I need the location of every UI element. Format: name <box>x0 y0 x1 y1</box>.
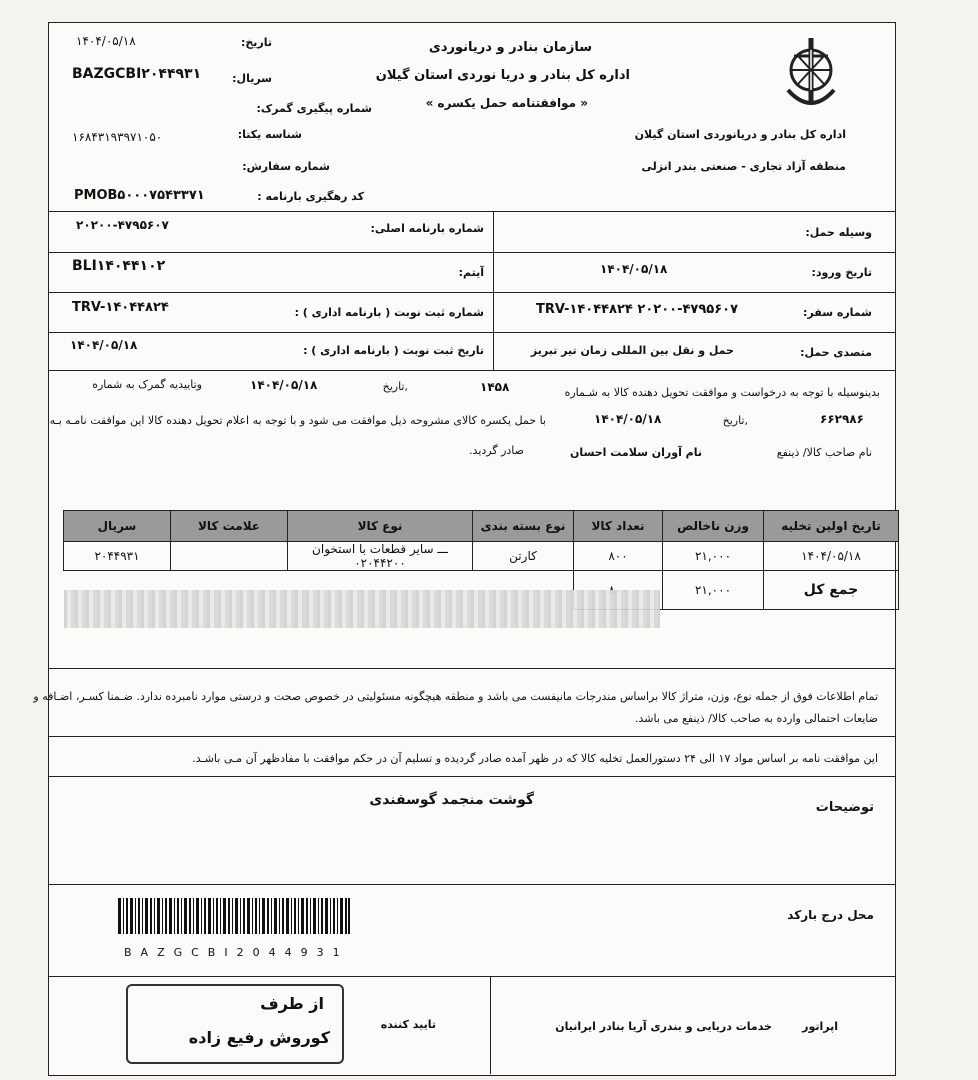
barcode-text: BAZGCBI2044931 <box>124 946 349 959</box>
registration-number-value: TRV-۱۴۰۴۴۸۲۴ <box>72 300 169 315</box>
col-serial: سریال <box>64 511 171 542</box>
anchor-logo-icon <box>780 34 842 114</box>
table-row <box>64 542 899 571</box>
cell-serial: ۲۰۴۴۹۳۱ <box>64 542 171 571</box>
cell-goods-mark <box>171 542 288 571</box>
main-bl-value: ۲۰۲۰۰-۴۷۹۵۶۰۷ <box>76 218 169 232</box>
date-value: ۱۴۰۴/۰۵/۱۸ <box>76 34 136 48</box>
table-header-row <box>64 511 899 542</box>
tracking-code-value: PMOB۵۰۰۰۷۵۴۳۳۷۱ <box>74 188 205 203</box>
arrival-date-value: ۱۴۰۴/۰۵/۱۸ <box>600 262 668 276</box>
tracking-code-label: کد رهگیری بارنامه : <box>257 190 364 203</box>
org-left-line2: منطقه آزاد تجاری - صنعتی بندر انزلی <box>641 160 846 173</box>
serial-value: BAZGCBI۲۰۴۴۹۳۱ <box>72 66 202 82</box>
disclaimer-line1: تمام اطلاعات فوق از جمله نوع، وزن، متراژ کالا براساس مندرجات مانیفست می باشد و منطقه هیچگونه مسئولیتی در خصوص صحت و درستی موارد نامبرده ندارد. ضـمنا کسـر، اضـافه و <box>33 690 878 703</box>
customs-tracking-label: شماره پیگیری گمرک: <box>256 102 372 115</box>
carrier-label: متصدی حمل: <box>800 346 872 359</box>
col-goods-mark: علامت کالا <box>171 511 288 542</box>
approver-label: تایید کننده <box>380 1018 436 1031</box>
description-label: توضیحات <box>815 800 874 815</box>
cell-goods-type: ـــ سایر قطعات با استخوان ۰۲۰۴۴۲۰۰ <box>288 542 473 571</box>
item-value: BLI۱۴۰۴۴۱۰۲ <box>72 258 166 274</box>
cell-packaging: کارتن <box>473 542 574 571</box>
org-title: سازمان بنادر و دریانوردی <box>428 40 592 55</box>
main-bl-label: شماره بارنامه اصلی: <box>370 222 484 235</box>
approval-date: ۱۴۰۴/۰۵/۱۸ <box>594 412 662 426</box>
request-number: ۱۴۵۸ <box>480 380 510 394</box>
item-label: آیتم: <box>458 266 484 279</box>
description-value: گوشت منجمد گوسفندی <box>369 792 534 808</box>
document-title: « موافقتنامه حمل یکسره » <box>425 96 588 110</box>
barcode-label: محل درج بارکد <box>787 908 874 922</box>
registration-date-value: ۱۴۰۴/۰۵/۱۸ <box>70 338 138 352</box>
arrival-date-label: تاریخ ورود: <box>811 266 872 279</box>
col-goods-type: نوع کالا <box>288 511 473 542</box>
registration-date-label: تاریخ ثبت نوبت ( بارنامه اداری ) : <box>303 344 484 357</box>
total-weight: ۲۱,۰۰۰ <box>663 571 764 610</box>
col-first-discharge: تاریخ اولین تخلیه <box>764 511 899 542</box>
cell-gross-weight: ۲۱,۰۰۰ <box>663 542 764 571</box>
col-gross-weight: وزن ناخالص <box>663 511 764 542</box>
cell-first-discharge: ۱۴۰۴/۰۵/۱۸ <box>764 542 899 571</box>
stamp-line1: از طرف <box>260 994 324 1013</box>
approval-stamp <box>126 984 344 1064</box>
stamp-line2: کوروش رفیع زاده <box>188 1028 330 1047</box>
order-number-label: شماره سفارش: <box>242 160 330 173</box>
serial-label: سریال: <box>232 72 272 85</box>
vehicle-label: وسیله حمل: <box>805 226 872 239</box>
request-date: ۱۴۰۴/۰۵/۱۸ <box>250 378 318 392</box>
owner-value: نام آوران سلامت احسان <box>570 446 702 459</box>
col-count: تعداد کالا <box>574 511 663 542</box>
approval-number: ۶۶۲۹۸۶ <box>820 412 864 426</box>
regulation-note: این موافقت نامه بر اساس مواد ۱۷ الی ۲۴ دستورالعمل تخلیه کالا که در ظهر آمده صادر گردیده و تسلیم آن در حکم موافقت با مفادظهر آن مـی باشـد. <box>192 752 878 765</box>
redacted-blur <box>64 590 660 628</box>
org-subtitle: اداره کل بنادر و دریا نوردی استان گیلان <box>375 68 630 83</box>
national-id-value: ۱۶۸۴۳۱۹۳۹۷۱۰۵۰ <box>72 130 163 144</box>
intro-line: بدینوسیله با توجه به درخواست و موافقت تحویل دهنده کالا به شـماره <box>564 386 880 399</box>
col-packaging: نوع بسته بندی <box>473 511 574 542</box>
registration-number-label: شماره ثبت نوبت ( بارنامه اداری ) : <box>294 306 484 319</box>
barcode-image <box>118 898 350 948</box>
disclaimer-line2: ضایعات احتمالی وارده به صاحب کالا/ ذینفع می باشد. <box>635 712 878 725</box>
date-label: تاریخ: <box>240 36 272 49</box>
carrier-value: حمل و نقل بین المللی زمان تیر تبریز <box>530 344 734 357</box>
operator-label: اپراتور <box>802 1020 838 1033</box>
request-date-label: ,تاریخ <box>382 380 408 393</box>
national-id-label: شناسه یکتا: <box>237 128 302 141</box>
operator-value: خدمات دریایی و بندری آریا بنادر ایرانیان <box>555 1020 772 1033</box>
issued-text: صادر گردید. <box>469 444 524 457</box>
total-label: جمع کل <box>764 571 899 610</box>
cell-count: ۸۰۰ <box>574 542 663 571</box>
org-left-line1: اداره کل بنادر و دریانوردی استان گیلان <box>634 128 846 141</box>
approval-date-label: ,تاریخ <box>722 414 748 427</box>
voyage-value: TRV-۱۴۰۴۴۸۲۴ ۲۰۲۰۰-۴۷۹۵۶۰۷ <box>536 302 739 317</box>
customs-approval-label: وتاییدیه گمرک به شماره <box>92 378 202 391</box>
approval-text: با حمل یکسره کالای مشروحه ذیل موافقت می شود و با توجه به اعلام تحویل دهنده کالا این موافقت نامـه بـه <box>49 414 546 427</box>
owner-label: نام صاحب کالا/ ذینفع <box>776 446 872 459</box>
voyage-label: شماره سفر: <box>803 306 872 319</box>
